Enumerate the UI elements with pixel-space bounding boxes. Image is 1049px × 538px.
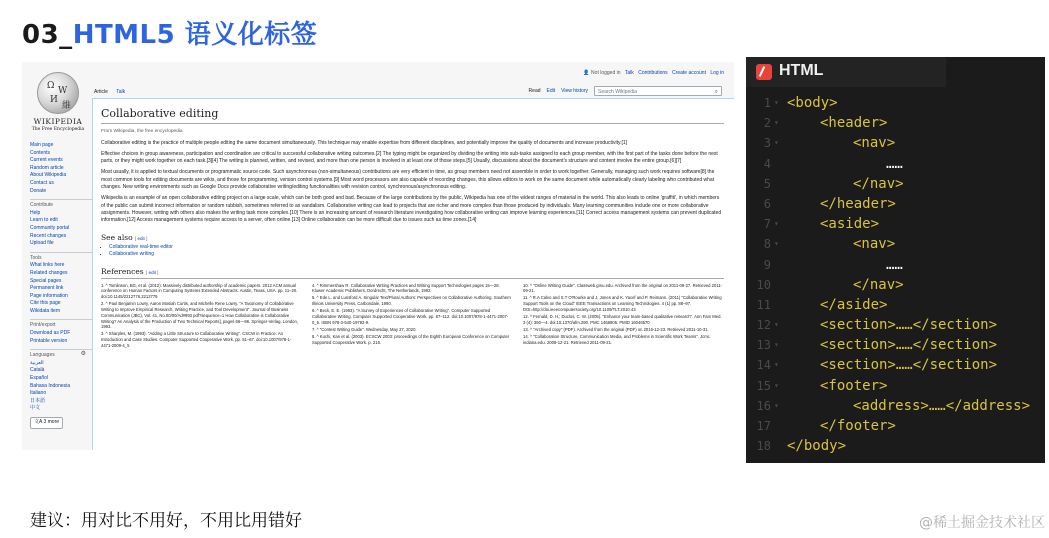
sidebar-item[interactable]: Current events bbox=[30, 157, 63, 164]
tab-read[interactable]: Read bbox=[528, 88, 541, 94]
sidebar-item[interactable]: Contents bbox=[30, 149, 51, 156]
code-line bbox=[746, 214, 1045, 234]
sidebar-contribute-heading: Contribute bbox=[30, 199, 92, 210]
article-paragraph: Wikipedia is an example of an open collaborative editing project on a large scale, which can be both good and bad. Because of the large contributions by the public, Wikipedia has one of the widest ranges of material in the world. This also leads to online 'graffiti', in which members of the public can submit incorrect information or random rubbish, sometimes referred to as vandalism. Collaborative writing can lead to projects that are richer and more complex than those produced by individuals. Many learning communities include one or more collaborative assignments. However, writing with others also makes the writing task more complex.[10] There is an increasing amount of research literature investigating how collaborative writing can improve learning experiences.[11] Correct access management systems can prevent duplicated information.[12] Access management systems require access to a server, often online.[13] Online collaboration can be more difficult due to issues such as time zones.[14] bbox=[101, 195, 722, 224]
sidebar-item[interactable]: Wikidata item bbox=[30, 307, 61, 314]
reference-item: 5. ^ Ede L. and Lunsford A. Singular Text/Plural Authors: Perspectives on Collaborative Authoring. Southern Illinois University Press, Carbondale, 1990. bbox=[312, 295, 511, 307]
code-text: </nav> bbox=[853, 276, 904, 293]
code-text: <nav> bbox=[853, 135, 896, 152]
code-text: <header> bbox=[820, 115, 888, 132]
line-number: 14 bbox=[756, 358, 771, 373]
sidebar-language-item[interactable]: العربية bbox=[30, 359, 44, 366]
reference-item: 13. ^ "Archived copy" (PDF). Archived from the original (PDF) on 2016-12-23. Retrieved 2011-10-31. bbox=[523, 326, 709, 332]
code-line bbox=[746, 295, 1045, 315]
sidebar-item[interactable]: Community portal bbox=[30, 224, 70, 231]
code-line bbox=[746, 275, 1045, 295]
sidebar-item[interactable]: Special pages bbox=[30, 277, 62, 284]
article-content bbox=[92, 98, 734, 450]
not-logged-in-text: Not logged in bbox=[591, 70, 621, 76]
line-number: 17 bbox=[756, 419, 771, 433]
edit-section-link[interactable]: edit bbox=[148, 269, 156, 275]
fold-arrow-icon[interactable]: ▾ bbox=[774, 360, 779, 370]
code-text: <body> bbox=[787, 95, 838, 111]
line-number: 3 bbox=[763, 136, 771, 151]
code-text: <nav> bbox=[853, 236, 896, 253]
slide-title-text: HTML5 语义化标签 bbox=[72, 20, 318, 50]
line-number: 15 bbox=[756, 378, 771, 393]
references-column bbox=[312, 283, 513, 350]
talk-link[interactable]: Talk bbox=[624, 70, 634, 76]
see-also-edit: [ edit ] bbox=[135, 235, 148, 241]
line-number: 6 bbox=[763, 196, 771, 211]
code-text: …… bbox=[886, 256, 903, 273]
sidebar-languages-heading bbox=[30, 349, 92, 360]
article-paragraph: Most usually, it is applied to textual documents or programmatic source code. Such asynchronous (non-simultaneous) contributions are very efficient in time, as group members need not assemble in order to work together. Generally, managing such work requires software[8] the most common tools for editing documents are wikis, and those for programming, version control systems.[9] Most word processors are also capable of recording changes, this allows editors to work on the same document while automatically clearly labeling who contributed what changes. New writing environments such as Google Docs provide collaborative writing/editing functionalities with revision control, synchronous/asynchronous editing. bbox=[101, 169, 715, 191]
code-text: <address>……</address> bbox=[853, 397, 1031, 414]
reference-item: 12. ^ Fernald, D. H.; Duclos, C. W. (2005). "Enhance your team-based qualitative research". Ann Fam Med. 3 (4): 360—4. doi:10.1370/afm.290. PMC 1466905. PMID 16046570 bbox=[523, 314, 722, 325]
code-text: <section>……</section> bbox=[820, 317, 998, 334]
line-number: 16 bbox=[756, 398, 771, 413]
line-number: 10 bbox=[756, 277, 771, 292]
line-number: 8 bbox=[763, 237, 771, 252]
sidebar-tools-nav bbox=[30, 262, 92, 315]
search-placeholder: Search Wikipedia bbox=[598, 89, 637, 95]
reference-item: 6. ^ Beck, E. E. (1993). "A Survey of Experiences of Collaborative Writing". Computer Supported Collaborative Writing. Computer Supported Cooperative Work. pp. 87–112. doi:10.1007/978-1-4471-2007-0_5. ISBN 978-3-540-19782-9. bbox=[312, 308, 509, 325]
html-file-icon bbox=[756, 64, 772, 80]
wikipedia-wordmark: WIKIPEDIA bbox=[33, 117, 83, 126]
references-list bbox=[101, 283, 724, 350]
contributions-link[interactable]: Contributions bbox=[638, 70, 668, 76]
sidebar-item[interactable]: Contact us bbox=[30, 179, 54, 186]
code-line bbox=[746, 234, 1045, 254]
login-link[interactable]: Log in bbox=[710, 70, 724, 76]
article-title: Collaborative editing bbox=[101, 107, 724, 124]
user-icon: 👤 bbox=[583, 70, 590, 76]
references-heading bbox=[101, 267, 724, 279]
reference-item: 4. ^ Rimmershaw R. Collaborative Writing Practices and Writing Support Technologies pages 15—28. Kluwer Academic Publishers, Dordrecht, The Netherlands, 1992. bbox=[312, 282, 500, 294]
sidebar-item[interactable]: About Wikipedia bbox=[30, 172, 67, 179]
wiki-sidebar bbox=[30, 142, 92, 429]
sidebar-language-item[interactable]: Español bbox=[30, 375, 49, 382]
reference-item: 2. ^ Paul Benjamin Lowry, Aaron Mosiah Curtis, and Michelle Rene Lowry. "A Taxonomy of Collaborative Writing to Improve Empirical Research, Writing Practice, and Tool Development". Journal of Business Communication (JBC), Vol. 41, No.00/00/Ad#993 pdf?sequence=1 How Collaborative is Collaborative Writing? An Analysis of the Production of Two Technical Reports], pages 66—96. Springer-Verlag, London, 1993. bbox=[101, 301, 298, 330]
references-column bbox=[101, 283, 302, 350]
slide-title-number: 03_ bbox=[22, 20, 73, 50]
sidebar-item[interactable]: Download as PDF bbox=[30, 330, 71, 337]
sidebar-item[interactable]: What links here bbox=[30, 262, 65, 269]
reference-item: 3. ^ Sharples, M. (1993). "Adding a Little Structure to Collaborative Writing". CSCW in Practice: An Introduction and Case Studies. Computer Supported Cooperative Work. pp. 51–67. doi:10.1007/978-1-4471-2009-4_5 bbox=[101, 331, 292, 348]
see-also-title: See also bbox=[101, 232, 133, 242]
code-line bbox=[746, 154, 1045, 174]
code-line bbox=[746, 255, 1045, 275]
code-lines bbox=[746, 93, 1045, 456]
code-text: <footer> bbox=[820, 377, 888, 394]
fold-arrow-icon[interactable]: ▾ bbox=[774, 380, 779, 390]
article-paragraph: Collaborative editing is the practice of multiple people editing the same document simultaneously. This technique may enable expertise from different disciplines, and potentially improve the quality of documents and increase productivity.[1] bbox=[101, 140, 628, 146]
edit-section-link[interactable]: edit bbox=[137, 235, 145, 241]
reference-item: 8. ^ Kuchi, Kan et al. (2003). ECSCW 2003: proceedings of the Eighth European Conference on Computer Supported Cooperative Work. p. 215. bbox=[312, 333, 510, 345]
code-line bbox=[746, 174, 1045, 194]
sidebar-main-nav bbox=[30, 142, 92, 195]
code-line bbox=[746, 194, 1045, 214]
code-panel-header bbox=[746, 57, 946, 87]
sidebar-item[interactable]: Random article bbox=[30, 164, 64, 171]
line-number: 9 bbox=[763, 257, 771, 272]
code-line bbox=[746, 396, 1045, 416]
sidebar-language-item[interactable]: 日本語 bbox=[30, 397, 46, 404]
code-panel-title: HTML bbox=[779, 62, 824, 79]
tab-article[interactable]: Article bbox=[94, 89, 108, 95]
sidebar-item[interactable]: Upload file bbox=[30, 240, 54, 247]
code-line bbox=[746, 416, 1045, 436]
tab-talk[interactable]: Talk bbox=[116, 89, 126, 95]
sidebar-item[interactable]: Help bbox=[30, 209, 41, 216]
references-title: References bbox=[101, 266, 144, 276]
search-input[interactable] bbox=[594, 86, 722, 96]
tab-edit[interactable]: Edit bbox=[546, 88, 556, 94]
reference-item: 11. ^ R.A Calvo and S.T O'Rourke and J. Jones and K. Yacef and P. Reimann. (2011) "Collaborative Writing Support Tools on the Cloud" IEEE Transactions on Learning Technologies. 4 (1) pp. 88–97. DOI=http://doi.ieeecomputersociety.org/10.1109/TLT.2010.43 bbox=[523, 295, 722, 313]
sidebar-languages-nav bbox=[30, 360, 92, 413]
code-line bbox=[746, 355, 1045, 375]
fold-arrow-icon[interactable]: ▾ bbox=[774, 98, 779, 107]
code-text: <section>……</section> bbox=[820, 337, 998, 354]
sidebar-language-item[interactable]: Català bbox=[30, 367, 45, 374]
watermark: @稀土掘金技术社区 bbox=[919, 515, 1045, 531]
code-line bbox=[746, 315, 1045, 335]
fold-arrow-icon[interactable]: ▾ bbox=[774, 340, 779, 350]
sidebar-contribute-nav bbox=[30, 210, 92, 248]
bottom-note: 建议：用对比不用好，不用比用错好 bbox=[30, 511, 302, 531]
sidebar-item[interactable]: Learn to edit bbox=[30, 217, 58, 224]
sidebar-print-nav bbox=[30, 330, 92, 345]
sidebar-item[interactable]: Recent changes bbox=[30, 232, 67, 239]
line-number: 18 bbox=[756, 439, 771, 454]
namespace-tabs bbox=[94, 89, 132, 95]
code-line bbox=[746, 113, 1045, 133]
sidebar-item[interactable]: Page information bbox=[30, 292, 68, 299]
code-line bbox=[746, 376, 1045, 396]
reference-item: 14. ^ "Collaboration Structure, Communication Media, and Problems in Scientific Work Teams". Jcmc. indiana.edu. 2008-12-21. Retrieved 2011-09-21. bbox=[523, 333, 711, 345]
fold-arrow-icon[interactable]: ▾ bbox=[774, 400, 779, 410]
more-languages-button[interactable]: 文A 3 more bbox=[30, 417, 63, 429]
sidebar-item[interactable]: Cite this page bbox=[30, 300, 61, 307]
line-number: 11 bbox=[756, 297, 771, 312]
sidebar-item[interactable]: Related changes bbox=[30, 269, 68, 276]
reference-item: 1. ^ Tomlinson, BG, et al. (2012). Massively distributed authorship of academic papers. 2012 ACM annual conference on Human Factors in Computing Systems Extended Abstracts. Austin, Texas, USA. pp. 11–20. doi:10.1145/2212776.2212779 bbox=[101, 282, 298, 300]
sidebar-print-heading: Print/export bbox=[30, 319, 92, 330]
line-number: 5 bbox=[763, 176, 771, 191]
line-number: 12 bbox=[756, 318, 771, 333]
code-line bbox=[746, 93, 1045, 113]
reference-item: 10. ^ "Online Writing Guide". Classweb.gmu.edu. Archived from the original on 2011-09-27. Retrieved 2011-09-21. bbox=[523, 282, 723, 294]
code-text: </aside> bbox=[820, 296, 888, 313]
slide-title bbox=[22, 14, 317, 51]
line-number: 7 bbox=[763, 217, 771, 232]
fold-arrow-icon[interactable]: ▾ bbox=[774, 138, 779, 148]
article-from-line: From Wikipedia, the free encyclopedia bbox=[101, 129, 183, 134]
code-text: <section>……</section> bbox=[820, 357, 998, 374]
line-number: 4 bbox=[763, 156, 771, 171]
sidebar-item[interactable]: Main page bbox=[30, 142, 54, 148]
reference-item: 7. ^ "Contest Writing Guide". Wednesday, May 27, 2020. bbox=[312, 326, 417, 332]
fold-arrow-icon[interactable]: ▾ bbox=[774, 118, 779, 128]
wikipedia-tagline: The Free Encyclopedia bbox=[31, 127, 85, 132]
see-also-heading bbox=[101, 233, 724, 242]
see-also-list bbox=[101, 244, 724, 259]
code-text: </footer> bbox=[820, 418, 896, 434]
code-line bbox=[746, 133, 1045, 153]
see-also-link[interactable]: ▪ Collaborative writing bbox=[109, 251, 724, 258]
sidebar-item[interactable]: Permanent link bbox=[30, 285, 64, 292]
wikipedia-globe-icon: Ω W И 維 bbox=[37, 72, 79, 114]
line-number: 1 bbox=[763, 96, 771, 110]
wikipedia-logo[interactable] bbox=[30, 72, 86, 132]
fold-arrow-icon[interactable]: ▾ bbox=[774, 239, 779, 249]
code-text: </nav> bbox=[853, 175, 904, 192]
sidebar-item[interactable]: Printable version bbox=[30, 337, 68, 344]
languages-heading-label: Languages bbox=[30, 352, 55, 359]
sidebar-language-item[interactable]: Italiano bbox=[30, 390, 47, 397]
code-text: </header> bbox=[820, 195, 896, 212]
code-text: <aside> bbox=[820, 216, 880, 233]
article-paragraph: Effective choices in group awareness, participation and coordination are critical to successful collaborative writing outcomes.[2] The typing might be organized by dividing the writing into sub-tasks assigned to each group member, with the first part of the tasks done before the next parts, or they might work together on each task.[3][4] The writing is planned, written, and revised, and more than one person is involved in at least one of those steps.[5] Usually, discussions about the document's structure and content involve the entire group.[6][7] bbox=[101, 151, 718, 165]
html-code-panel bbox=[746, 57, 1045, 463]
gear-icon[interactable]: ⚙ bbox=[80, 351, 86, 358]
sidebar-item[interactable]: Donate bbox=[30, 187, 47, 194]
fold-arrow-icon[interactable]: ▾ bbox=[774, 219, 779, 229]
wikipedia-screenshot bbox=[22, 62, 734, 450]
references-edit: [ edit ] bbox=[146, 269, 159, 275]
sidebar-tools-heading: Tools bbox=[30, 252, 92, 263]
code-text: </body> bbox=[787, 438, 847, 455]
references-column bbox=[523, 283, 724, 350]
line-number: 13 bbox=[756, 338, 771, 353]
code-text: …… bbox=[886, 155, 903, 172]
see-also-link[interactable]: ▪ Collaborative real-time editor bbox=[109, 244, 724, 251]
fold-arrow-icon[interactable]: ▾ bbox=[774, 320, 779, 330]
line-number: 2 bbox=[763, 116, 771, 131]
code-line bbox=[746, 436, 1045, 456]
code-line bbox=[746, 335, 1045, 355]
search-icon[interactable]: ⌕ bbox=[714, 89, 718, 95]
sidebar-language-item[interactable]: Bahasa Indonesia bbox=[30, 382, 71, 389]
personal-tools bbox=[583, 70, 724, 76]
tab-view-history[interactable]: View history bbox=[561, 88, 588, 94]
view-tabs bbox=[529, 86, 722, 96]
sidebar-language-item[interactable]: 中文 bbox=[30, 405, 41, 412]
create-account-link[interactable]: Create account bbox=[672, 70, 706, 76]
